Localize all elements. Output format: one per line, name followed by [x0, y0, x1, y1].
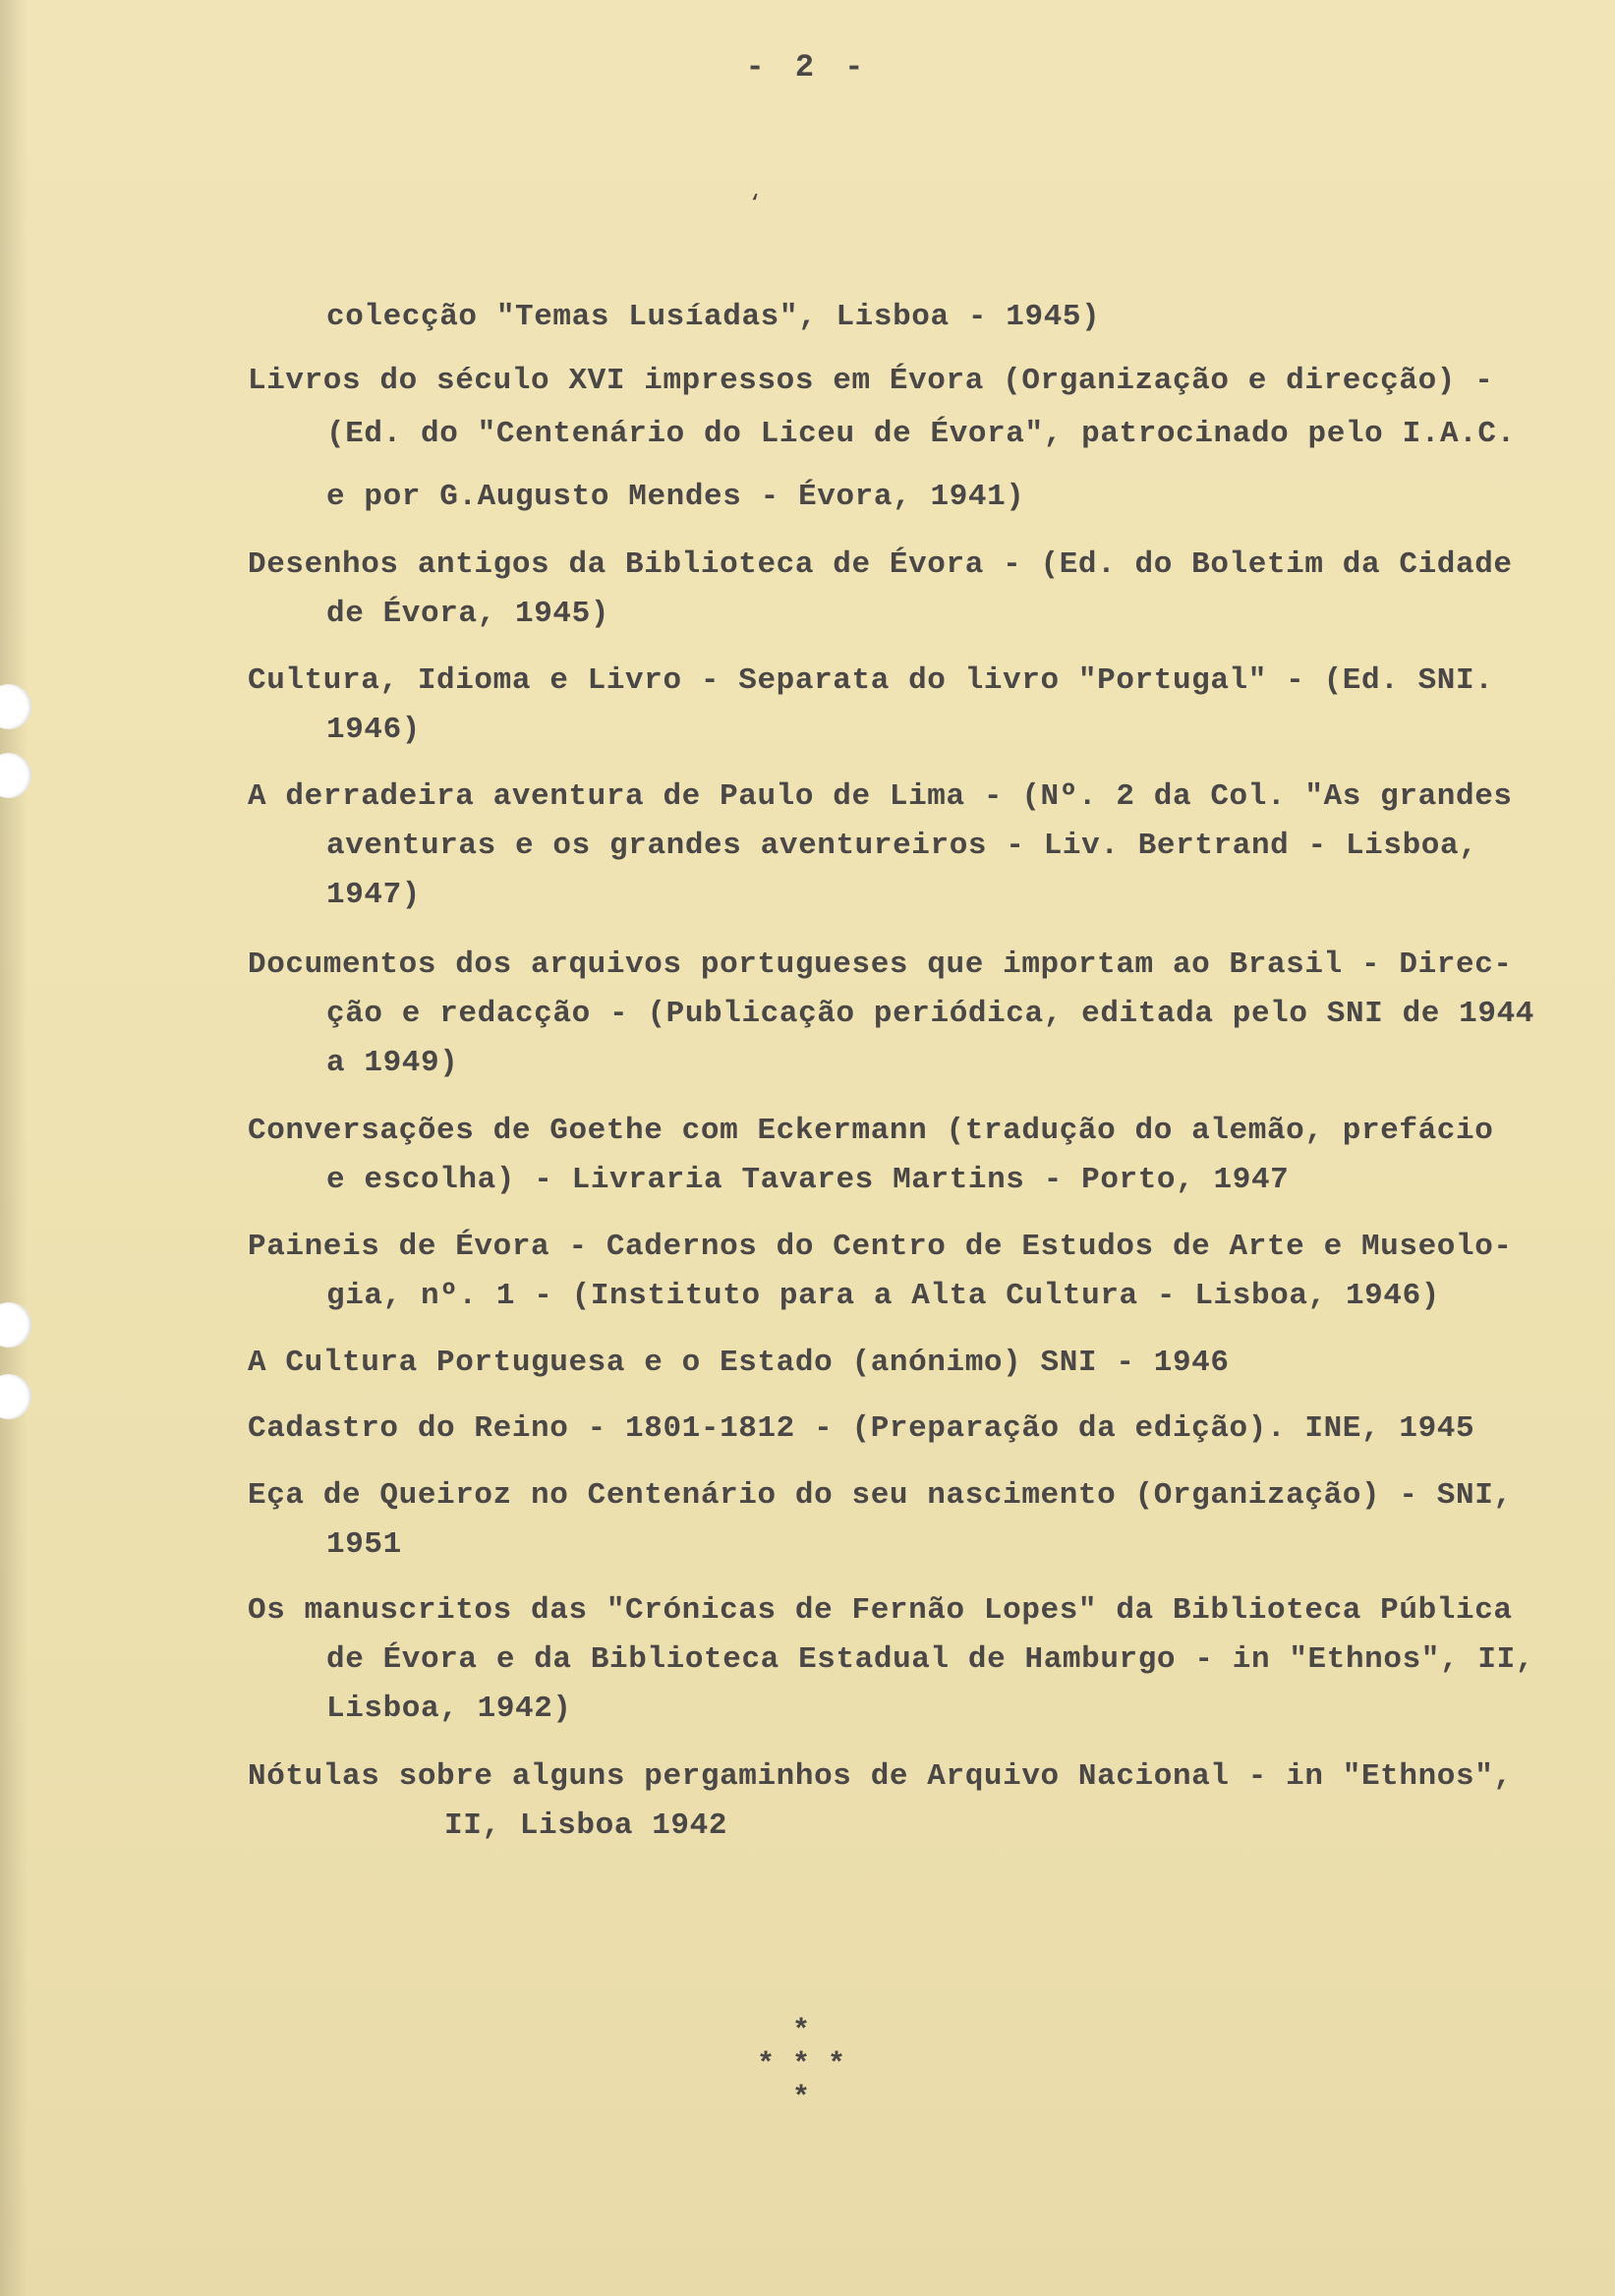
bibliography-entry-line: (Ed. do "Centenário do Liceu de Évora", patrocinado pelo I.A.C.	[326, 417, 1516, 451]
bibliography-entry: Eça de Queiroz no Centenário do seu nascimento (Organização) - SNI, 1951	[248, 1478, 1513, 1562]
closing-ornament	[727, 2015, 875, 2115]
ink-mark: ‘	[749, 193, 762, 215]
ornament-line: *	[791, 2082, 810, 2115]
bibliography-entry: Desenhos antigos da Biblioteca de Évora - (Ed. do Boletim da Cidade de Évora, 1945)	[248, 547, 1513, 631]
bibliography-entry-continuation: colecção "Temas Lusíadas", Lisboa - 1945)	[326, 300, 1101, 334]
ornament-line: *	[791, 2015, 810, 2048]
bibliography-entry: Os manuscritos das "Crónicas de Fernão Lopes" da Biblioteca Pública de Évora e da Biblioteca Estadual de Hamburgo - in "Ethnos", II, Lisboa, 1942)	[248, 1593, 1534, 1726]
ornament-line: * * *	[756, 2048, 845, 2082]
bibliography-entry: Paineis de Évora - Cadernos do Centro de Estudos de Arte e Museolo- gia, nº. 1 - (Instituto para a Alta Cultura - Lisboa, 1946)	[248, 1230, 1513, 1313]
bibliography-entry-line: e por G.Augusto Mendes - Évora, 1941)	[326, 480, 1025, 514]
bibliography-entry: A derradeira aventura de Paulo de Lima - (Nº. 2 da Col. "As grandes aventuras e os grandes aventureiros - Liv. Bertrand - Lisboa, 1947)	[248, 779, 1513, 912]
bibliography-entry: Nótulas sobre alguns pergaminhos de Arquivo Nacional - in "Ethnos",	[248, 1759, 1513, 1794]
bibliography-entry: A Cultura Portuguesa e o Estado (anónimo) SNI - 1946	[248, 1346, 1230, 1380]
bibliography-entry-line: II, Lisboa 1942	[444, 1808, 728, 1843]
bibliography-entry: Cultura, Idioma e Livro - Separata do livro "Portugal" - (Ed. SNI. 1946)	[248, 663, 1494, 747]
page-edge-shadow	[0, 0, 28, 2296]
bibliography-entry: Cadastro do Reino - 1801-1812 - (Preparação da edição). INE, 1945	[248, 1411, 1475, 1446]
bibliography-entry: Documentos dos arquivos portugueses que importam ao Brasil - Direc- ção e redacção - (Publicação periódica, editada pelo SNI de 1944 a 1949)	[248, 947, 1534, 1080]
bibliography-entry: Livros do século XVI impressos em Évora (Organização e direcção) -	[248, 364, 1494, 398]
page-number: - 2 -	[745, 49, 870, 86]
bibliography-entry: Conversações de Goethe com Eckermann (tradução do alemão, prefácio e escolha) - Livraria Tavares Martins - Porto, 1947	[248, 1114, 1494, 1197]
